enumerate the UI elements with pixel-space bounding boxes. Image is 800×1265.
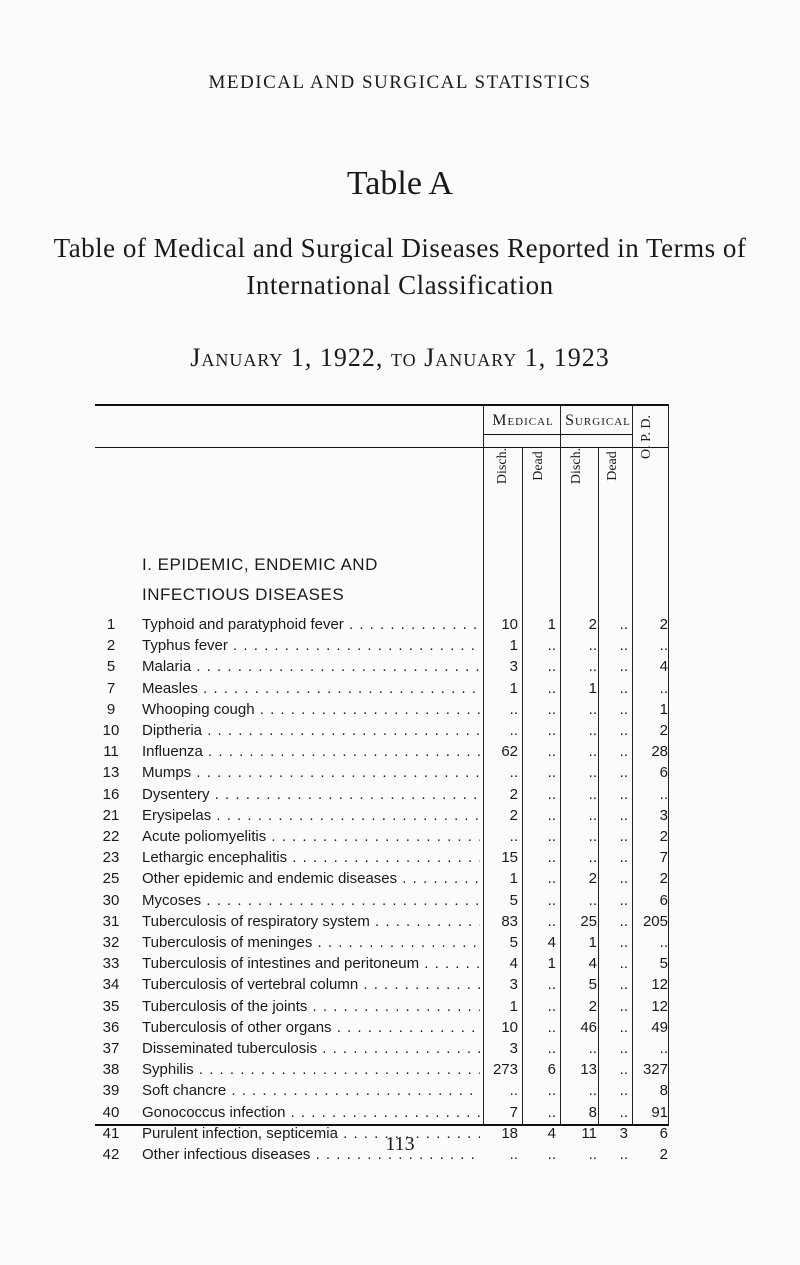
medical-dead-value: .. xyxy=(547,700,556,718)
surgical-disch-value: 2 xyxy=(588,616,597,633)
opd-value: .. xyxy=(659,679,668,697)
surgical-disch-heading: Disch. xyxy=(569,447,584,485)
table-row xyxy=(0,762,800,783)
table-row xyxy=(0,996,800,1017)
section-title: I. EPIDEMIC, ENDEMIC AND INFECTIOUS DISEASES xyxy=(142,555,378,604)
table-row xyxy=(0,720,800,741)
opd-value: 2 xyxy=(659,722,668,739)
row-number: 42 xyxy=(102,1146,120,1163)
surgical-disch-value: .. xyxy=(588,637,597,655)
table-row xyxy=(0,1102,800,1123)
medical-dead-value: 4 xyxy=(547,1124,556,1142)
table-row xyxy=(0,784,800,805)
surgical-heading: Surgical xyxy=(565,412,631,429)
surgical-dead-value: .. xyxy=(619,764,628,782)
running-head: MEDICAL AND SURGICAL STATISTICS xyxy=(208,72,592,93)
surgical-dead-value: .. xyxy=(619,1082,628,1100)
surgical-dead-value: .. xyxy=(619,806,628,824)
table-row xyxy=(0,805,800,826)
surgical-dead-value: .. xyxy=(619,1146,628,1163)
medical-disch-heading: Disch. xyxy=(495,447,510,485)
medical-disch-value: 1 xyxy=(509,870,518,888)
surgical-disch-value: .. xyxy=(588,1040,597,1057)
surgical-disch-value: 25 xyxy=(580,912,597,930)
row-number: 40 xyxy=(102,1103,120,1121)
medical-disch-value: 83 xyxy=(501,912,518,930)
medical-dead-value: .. xyxy=(547,1103,556,1121)
disease-name: Typhus fever . . . xyxy=(142,635,480,656)
surgical-dead-value: .. xyxy=(619,828,628,845)
surgical-disch-value: .. xyxy=(588,1146,597,1163)
surgical-disch-value: 1 xyxy=(588,679,597,697)
disease-name: Tuberculosis of other organs . . . xyxy=(142,1017,480,1038)
row-number: 32 xyxy=(102,934,120,951)
disease-name: Mycoses . . . xyxy=(142,890,480,911)
medical-dead-value: 6 xyxy=(547,1061,556,1079)
row-number: 37 xyxy=(102,1040,120,1057)
surgical-disch-value: 8 xyxy=(588,1103,597,1121)
surgical-disch-value: .. xyxy=(588,785,597,803)
medical-disch-value: 5 xyxy=(509,891,518,909)
table-row xyxy=(0,932,800,953)
surgical-disch-value: .. xyxy=(588,743,597,761)
medical-disch-value: .. xyxy=(509,700,518,718)
surgical-disch-value: 11 xyxy=(581,1124,597,1142)
medical-dead-value: .. xyxy=(547,976,556,994)
table-row xyxy=(0,635,800,656)
opd-value: 28 xyxy=(651,743,668,761)
surgical-dead-value: .. xyxy=(619,700,628,718)
opd-value: 91 xyxy=(651,1103,668,1121)
opd-value: 1 xyxy=(659,700,668,718)
medical-disch-value: 3 xyxy=(509,976,518,994)
surgical-dead-value: .. xyxy=(619,743,628,761)
medical-dead-value: .. xyxy=(547,658,556,676)
opd-value: 12 xyxy=(651,997,668,1015)
disease-name: Tuberculosis of vertebral column . . . xyxy=(142,974,480,995)
opd-value: .. xyxy=(659,785,668,803)
table-row xyxy=(0,699,800,720)
row-number: 36 xyxy=(102,1018,120,1036)
group-heading-rule xyxy=(483,434,632,435)
medical-disch-value: 4 xyxy=(509,955,518,973)
surgical-disch-value: 5 xyxy=(588,976,597,994)
medical-disch-value: 3 xyxy=(509,658,518,676)
medical-dead-value: 1 xyxy=(547,616,556,633)
medical-disch-value: 1 xyxy=(509,679,518,697)
opd-value: .. xyxy=(659,934,668,951)
surgical-dead-value: .. xyxy=(619,1103,628,1121)
medical-dead-value: .. xyxy=(547,891,556,909)
surgical-dead-value: .. xyxy=(619,1040,628,1057)
surgical-disch-value: 4 xyxy=(588,955,597,973)
medical-dead-value: .. xyxy=(547,1082,556,1100)
disease-name: Acute poliomyelitis . . . xyxy=(142,826,480,847)
opd-value: 2 xyxy=(659,870,668,888)
surgical-disch-value: .. xyxy=(588,806,597,824)
medical-dead-heading: Dead xyxy=(531,451,546,481)
disease-name: Syphilis . . . xyxy=(142,1059,480,1080)
opd-value: 2 xyxy=(659,1146,668,1163)
disease-name: Mumps . . . xyxy=(142,762,480,783)
table-row xyxy=(0,890,800,911)
disease-name: Influenza . . . xyxy=(142,741,480,762)
surgical-disch-value: .. xyxy=(588,658,597,676)
table-row xyxy=(0,678,800,699)
table-row xyxy=(0,1017,800,1038)
table-label: Table A xyxy=(346,165,454,202)
table-row xyxy=(0,614,800,635)
opd-value: 5 xyxy=(659,955,668,973)
surgical-disch-value: .. xyxy=(588,722,597,739)
medical-heading: Medical xyxy=(492,412,554,429)
surgical-disch-value: 1 xyxy=(588,934,597,951)
row-number: 38 xyxy=(102,1061,120,1079)
row-number: 7 xyxy=(106,679,116,697)
medical-disch-value: 1 xyxy=(509,997,518,1015)
surgical-dead-value: .. xyxy=(619,679,628,697)
table-row xyxy=(0,911,800,932)
opd-value: 6 xyxy=(659,891,668,909)
page-number: 113 xyxy=(385,1133,415,1155)
surgical-dead-heading: Dead xyxy=(605,451,620,481)
table-top-rule xyxy=(95,404,669,406)
row-number: 16 xyxy=(102,785,120,803)
surgical-disch-value: 2 xyxy=(588,870,597,888)
medical-disch-value: .. xyxy=(509,764,518,782)
table-row xyxy=(0,1080,800,1101)
medical-disch-value: 2 xyxy=(509,785,518,803)
medical-disch-value: .. xyxy=(509,1082,518,1100)
medical-disch-value: 2 xyxy=(509,806,518,824)
surgical-dead-value: .. xyxy=(619,785,628,803)
opd-value: 8 xyxy=(659,1082,668,1100)
row-number: 30 xyxy=(102,891,120,909)
medical-dead-value: 4 xyxy=(547,934,556,951)
disease-name: Tuberculosis of intestines and peritoneum . . . xyxy=(142,953,480,974)
disease-name: Other epidemic and endemic diseases . . . xyxy=(142,868,480,889)
disease-name: Other infectious diseases . . . xyxy=(142,1144,480,1165)
disease-name: Tuberculosis of respiratory system . . . xyxy=(142,911,480,932)
disease-name: Whooping cough . . . xyxy=(142,699,480,720)
table-row xyxy=(0,1038,800,1059)
row-number: 9 xyxy=(106,700,116,718)
medical-dead-value: .. xyxy=(547,870,556,888)
row-number: 23 xyxy=(102,849,120,867)
surgical-disch-value: 46 xyxy=(580,1018,597,1036)
medical-disch-value: 273 xyxy=(492,1061,518,1079)
medical-disch-value: 10 xyxy=(501,1018,518,1036)
medical-disch-value: 62 xyxy=(501,743,518,761)
opd-value: 3 xyxy=(659,806,668,824)
row-number: 39 xyxy=(102,1082,120,1100)
opd-value: 205 xyxy=(642,912,668,930)
row-number: 34 xyxy=(102,976,120,994)
medical-dead-value: .. xyxy=(547,997,556,1015)
medical-disch-value: 10 xyxy=(501,616,518,633)
row-number: 22 xyxy=(102,828,120,845)
surgical-dead-value: .. xyxy=(619,616,628,633)
table-row xyxy=(0,847,800,868)
disease-name: Typhoid and paratyphoid fever . . . xyxy=(142,614,480,635)
medical-disch-value: 15 xyxy=(501,849,518,867)
disease-name: Lethargic encephalitis . . . xyxy=(142,847,480,868)
medical-disch-value: .. xyxy=(509,828,518,845)
date-range: January 1, 1922, to January 1, 1923 xyxy=(190,343,610,372)
disease-name: Gonococcus infection . . . xyxy=(142,1102,480,1123)
surgical-disch-value: .. xyxy=(588,1082,597,1100)
surgical-dead-value: .. xyxy=(619,955,628,973)
table-row xyxy=(0,826,800,847)
disease-name: Diptheria . . . xyxy=(142,720,480,741)
table-row xyxy=(0,868,800,889)
opd-value: 7 xyxy=(659,849,668,867)
medical-dead-value: .. xyxy=(547,806,556,824)
surgical-dead-value: .. xyxy=(619,976,628,994)
medical-dead-value: .. xyxy=(547,743,556,761)
medical-dead-value: .. xyxy=(547,637,556,655)
row-number: 31 xyxy=(102,912,120,930)
table-row xyxy=(0,974,800,995)
medical-dead-value: .. xyxy=(547,1146,556,1163)
row-number: 35 xyxy=(102,997,120,1015)
opd-value: 12 xyxy=(651,976,668,994)
medical-dead-value: .. xyxy=(547,722,556,739)
table-row xyxy=(0,741,800,762)
row-number: 11 xyxy=(103,743,119,761)
medical-dead-value: .. xyxy=(547,1040,556,1057)
medical-disch-value: 3 xyxy=(509,1040,518,1057)
surgical-disch-value: .. xyxy=(588,849,597,867)
disease-name: Soft chancre . . . xyxy=(142,1080,480,1101)
opd-value: .. xyxy=(659,637,668,655)
medical-disch-value: .. xyxy=(509,722,518,739)
surgical-dead-value: .. xyxy=(619,934,628,951)
table-row xyxy=(0,953,800,974)
surgical-dead-value: .. xyxy=(619,637,628,655)
opd-value: 49 xyxy=(651,1018,668,1036)
surgical-disch-value: .. xyxy=(588,828,597,845)
disease-name: Dysentery . . . xyxy=(142,784,480,805)
surgical-dead-value: .. xyxy=(619,849,628,867)
row-number: 13 xyxy=(102,764,120,782)
table-row xyxy=(0,656,800,677)
disease-name: Erysipelas . . . xyxy=(142,805,480,826)
medical-dead-value: .. xyxy=(547,912,556,930)
row-number: 10 xyxy=(102,722,120,739)
row-number: 25 xyxy=(102,870,120,888)
medical-dead-value: .. xyxy=(547,1018,556,1036)
medical-dead-value: .. xyxy=(547,828,556,845)
medical-dead-value: .. xyxy=(547,764,556,782)
medical-dead-value: 1 xyxy=(547,955,556,973)
opd-value: 6 xyxy=(659,1124,668,1142)
surgical-dead-value: .. xyxy=(619,722,628,739)
surgical-dead-value: .. xyxy=(619,870,628,888)
row-number: 5 xyxy=(106,658,116,676)
surgical-dead-value: .. xyxy=(619,891,628,909)
disease-name: Measles . . . xyxy=(142,678,480,699)
disease-name: Purulent infection, septicemia . . . xyxy=(142,1123,480,1144)
surgical-disch-value: .. xyxy=(588,891,597,909)
disease-name: Disseminated tuberculosis . . . xyxy=(142,1038,480,1059)
opd-value: .. xyxy=(659,1040,668,1057)
medical-disch-value: 18 xyxy=(501,1124,518,1142)
surgical-dead-value: .. xyxy=(619,658,628,676)
surgical-disch-value: .. xyxy=(588,764,597,782)
row-number: 1 xyxy=(106,616,116,633)
opd-heading: O. P. D. xyxy=(639,415,654,459)
opd-value: 4 xyxy=(659,658,668,676)
opd-value: 6 xyxy=(659,764,668,782)
table-title: Table of Medical and Surgical Diseases Reported in Terms of International Classification xyxy=(53,233,747,300)
surgical-disch-value: .. xyxy=(588,700,597,718)
medical-disch-value: 1 xyxy=(509,637,518,655)
opd-value: 2 xyxy=(659,828,668,845)
table-row xyxy=(0,1059,800,1080)
medical-disch-value: .. xyxy=(509,1146,518,1163)
medical-disch-value: 7 xyxy=(509,1103,518,1121)
medical-dead-value: .. xyxy=(547,679,556,697)
surgical-disch-value: 13 xyxy=(580,1061,597,1079)
row-number: 2 xyxy=(106,637,116,655)
disease-name: Tuberculosis of the joints . . . xyxy=(142,996,480,1017)
surgical-dead-value: .. xyxy=(619,1061,628,1079)
surgical-dead-value: 3 xyxy=(619,1124,628,1142)
medical-dead-value: .. xyxy=(547,849,556,867)
surgical-disch-value: 2 xyxy=(588,997,597,1015)
row-number: 41 xyxy=(102,1124,120,1142)
opd-value: 327 xyxy=(642,1061,668,1079)
medical-dead-value: .. xyxy=(547,785,556,803)
surgical-dead-value: .. xyxy=(619,1018,628,1036)
surgical-dead-value: .. xyxy=(619,997,628,1015)
disease-name: Tuberculosis of meninges . . . xyxy=(142,932,480,953)
disease-name: Malaria . . . xyxy=(142,656,480,677)
surgical-dead-value: .. xyxy=(619,912,628,930)
medical-disch-value: 5 xyxy=(509,934,518,951)
row-number: 33 xyxy=(102,955,120,973)
opd-value: 2 xyxy=(659,616,668,633)
row-number: 21 xyxy=(102,806,120,824)
